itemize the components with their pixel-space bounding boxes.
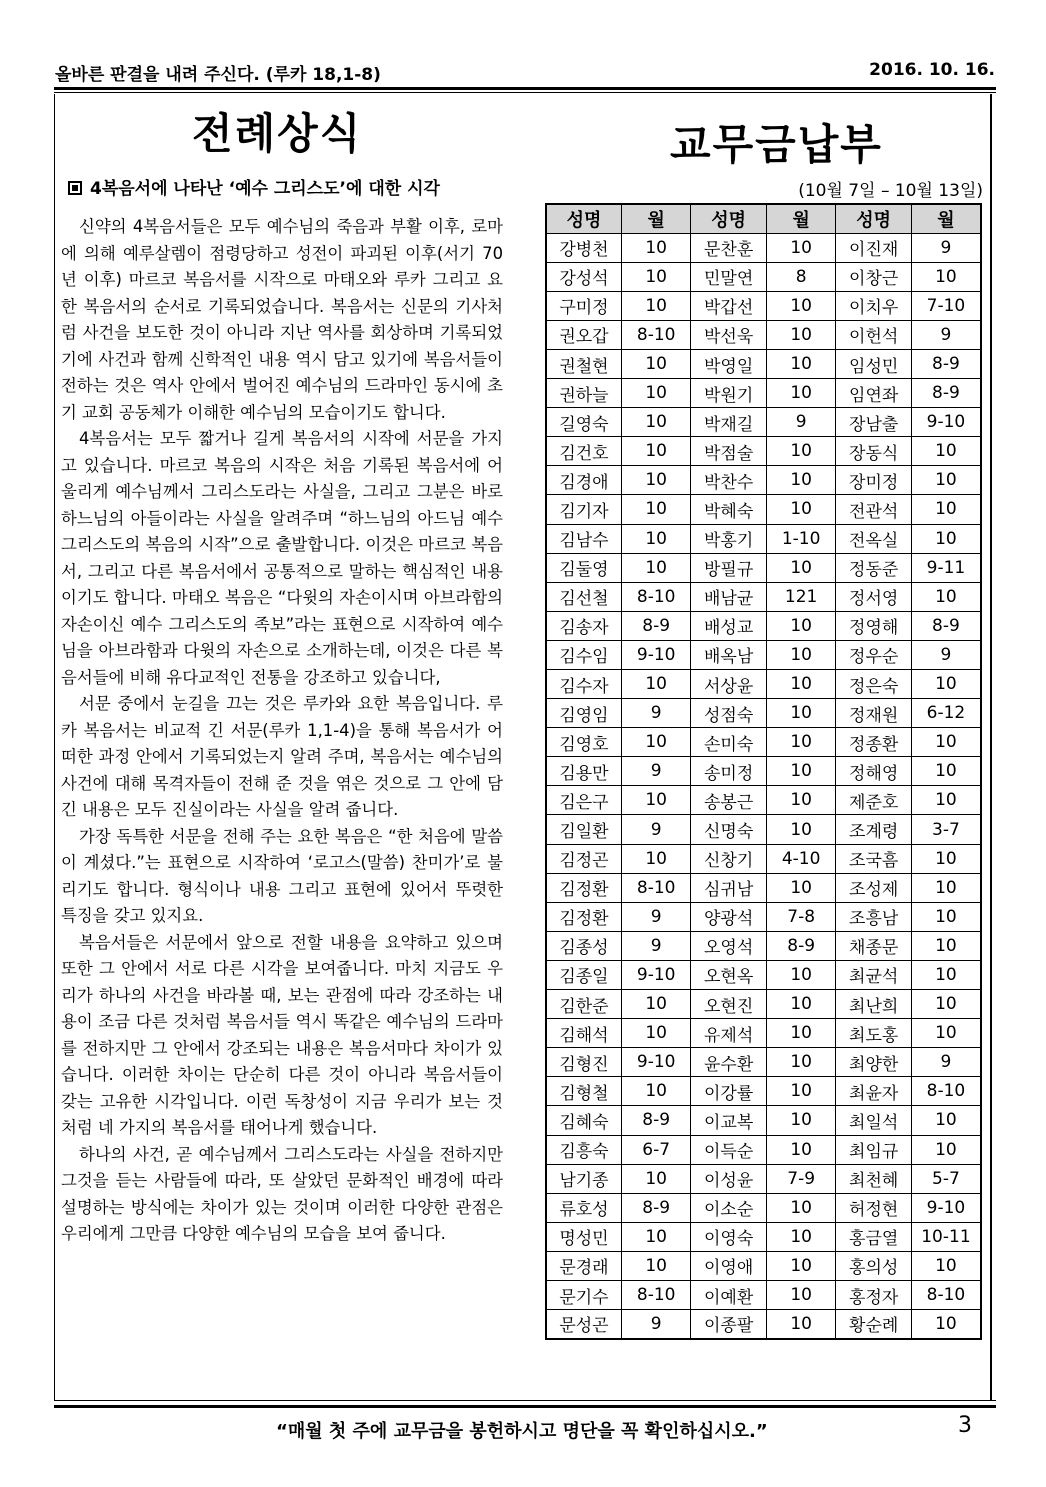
article-paragraph: 가장 독특한 서문을 전해 주는 요한 복음은 “한 처음에 말씀이 계셨다.”는 표현으로 시작하여 ‘로고스(말씀) 찬미가’로 불리기도 합니다. 형식이나 내용 그리고 표현에 있어서 뚜렷한 특징을 갖고 있지요. (61, 826, 503, 925)
member-name: 김정환 (546, 873, 621, 902)
table-row (546, 320, 981, 349)
paid-months: 4-10 (766, 844, 836, 873)
paid-months: 8-10 (621, 1280, 691, 1309)
member-name: 정서영 (836, 582, 911, 611)
page-number: 3 (958, 1413, 972, 1438)
paid-months: 10 (621, 349, 691, 378)
table-row (546, 611, 981, 640)
paid-months: 6-12 (911, 699, 981, 728)
table-row (546, 233, 981, 262)
paid-months: 10 (911, 990, 981, 1019)
member-name: 이교복 (691, 1106, 766, 1135)
member-name: 정재원 (836, 699, 911, 728)
paid-months: 10 (766, 495, 836, 524)
paid-months: 9 (621, 699, 691, 728)
paid-months: 9 (766, 408, 836, 437)
member-name: 이예환 (691, 1280, 766, 1309)
member-name: 남기종 (546, 1164, 621, 1193)
table-row (546, 1019, 981, 1048)
paid-months: 7-9 (766, 1164, 836, 1193)
member-name: 이종팔 (691, 1310, 766, 1339)
paid-months: 10 (621, 495, 691, 524)
member-name: 송미정 (691, 757, 766, 786)
paid-months: 10 (621, 553, 691, 582)
paid-months: 10 (911, 728, 981, 757)
member-name: 신창기 (691, 844, 766, 873)
paid-months: 10 (621, 1019, 691, 1048)
paid-months: 8-9 (766, 931, 836, 960)
member-name: 김일환 (546, 815, 621, 844)
member-name: 최난희 (836, 990, 911, 1019)
paid-months: 10 (911, 1106, 981, 1135)
paid-months: 10 (766, 786, 836, 815)
member-name: 박재길 (691, 408, 766, 437)
member-name: 허정현 (836, 1193, 911, 1222)
member-name: 이성윤 (691, 1164, 766, 1193)
paid-months: 10 (911, 495, 981, 524)
member-name: 서상윤 (691, 670, 766, 699)
paid-months: 9-10 (621, 1048, 691, 1077)
member-name: 심귀남 (691, 873, 766, 902)
member-name: 채종문 (836, 931, 911, 960)
member-name: 이득순 (691, 1135, 766, 1164)
paid-months: 10 (766, 640, 836, 669)
member-name: 김수임 (546, 640, 621, 669)
table-row (546, 1077, 981, 1106)
member-name: 김해석 (546, 1019, 621, 1048)
table-row (546, 408, 981, 437)
member-name: 신명숙 (691, 815, 766, 844)
paid-months: 9-11 (911, 553, 981, 582)
member-name: 정해영 (836, 757, 911, 786)
header-rule (54, 87, 996, 90)
member-name: 김영호 (546, 728, 621, 757)
member-name: 김형철 (546, 1077, 621, 1106)
article-paragraph: 복음서들은 서문에서 앞으로 전할 내용을 요약하고 있으며 또한 그 안에서 서로 다른 시각을 보여줍니다. 마치 지금도 우리가 하나의 사건을 바라볼 때, 보는 관점에 따라 강조하는 내용이 조금 다른 것처럼 복음서들 역시 똑같은 예수님의 드라마를 전하지만 그 안에서 강조되는 내용은 복음서마다 차이가 있습니다. 이러한 차이는 단순히 다른 것이 아니라 복음서들이 갖는 고유한 시각입니다. 이런 독창성이 지금 우리가 보는 것처럼 네 가지의 복음서를 태어나게 했습니다. (61, 932, 503, 1137)
paid-months: 10 (911, 1135, 981, 1164)
member-name: 구미정 (546, 291, 621, 320)
member-name: 강성석 (546, 262, 621, 291)
square-bullet-icon (68, 181, 82, 195)
table-row (546, 262, 981, 291)
paid-months: 10 (766, 873, 836, 902)
paid-months: 9-10 (621, 960, 691, 989)
paid-months: 10 (766, 1019, 836, 1048)
gospel-reading: 올바른 판결을 내려 주신다. (루카 18,1-8) (55, 65, 381, 85)
member-name: 장남출 (836, 408, 911, 437)
paid-months: 10 (766, 728, 836, 757)
table-row (546, 902, 981, 931)
table-row (546, 873, 981, 902)
paid-months: 10 (766, 379, 836, 408)
member-name: 문성곤 (546, 1310, 621, 1339)
col-header-month: 월 (911, 204, 981, 233)
member-name: 최임규 (836, 1135, 911, 1164)
paid-months: 10 (766, 1310, 836, 1339)
tithe-title: 교무금납부 (670, 120, 883, 169)
member-name: 전옥실 (836, 524, 911, 553)
article-paragraph: 하나의 사건, 곧 예수님께서 그리스도라는 사실을 전하지만 그것을 듣는 사람들에 따라, 또 살았던 문화적인 배경에 따라 설명하는 방식에는 차이가 있는 것이며 이러한 다양한 관점은 우리에게 그만큼 다양한 예수님의 모습을 보여 줍니다. (61, 1144, 503, 1243)
paid-months: 8-9 (911, 379, 981, 408)
roster-body (546, 233, 981, 1339)
table-row (546, 1310, 981, 1339)
member-name: 김정환 (546, 902, 621, 931)
paid-months: 10 (911, 786, 981, 815)
member-name: 윤수환 (691, 1048, 766, 1077)
table-row (546, 1280, 981, 1309)
article-paragraph: 신약의 4복음서들은 모두 예수님의 죽음과 부활 이후, 로마에 의해 예루살렘이 점령당하고 성전이 파괴된 이후(서기 70년 이후) 마르코 복음서를 시작으로 마태오와 루카 그리고 요한 복음서의 순서로 기록되었습니다. 복음서는 신문의 기사처럼 사건을 보도한 것이 아니라 지난 역사를 회상하며 기록되었기에 사건과 함께 신학적인 내용 역시 담고 있기에 복음서들이 전하는 것은 역사 안에서 벌어진 예수님의 드라마인 동시에 초기 교회 공동체가 이해한 예수님의 모습이기도 합니다. (61, 217, 503, 422)
paid-months: 10 (911, 466, 981, 495)
member-name: 김종성 (546, 931, 621, 960)
member-name: 류호성 (546, 1193, 621, 1222)
member-name: 최양한 (836, 1048, 911, 1077)
paid-months: 9 (621, 1310, 691, 1339)
paid-months: 10 (621, 437, 691, 466)
member-name: 이영숙 (691, 1222, 766, 1251)
tithe-roster-table (545, 203, 982, 1340)
paid-months: 10 (766, 699, 836, 728)
member-name: 김선철 (546, 582, 621, 611)
article-heading-text: 4복음서에 나타난 ‘예수 그리스도’에 대한 시각 (90, 179, 440, 199)
member-name: 김혜숙 (546, 1106, 621, 1135)
member-name: 홍정자 (836, 1280, 911, 1309)
table-row (546, 524, 981, 553)
paid-months: 3-7 (911, 815, 981, 844)
member-name: 김종일 (546, 960, 621, 989)
paid-months: 10 (766, 291, 836, 320)
member-name: 배남균 (691, 582, 766, 611)
paid-months: 10 (911, 1019, 981, 1048)
paid-months: 10 (766, 757, 836, 786)
table-row (546, 960, 981, 989)
table-row (546, 1048, 981, 1077)
paid-months: 9-10 (621, 640, 691, 669)
paid-months: 10 (621, 990, 691, 1019)
member-name: 송봉근 (691, 786, 766, 815)
member-name: 조흥남 (836, 902, 911, 931)
member-name: 조성제 (836, 873, 911, 902)
member-name: 강병천 (546, 233, 621, 262)
paid-months: 10 (766, 1280, 836, 1309)
table-row (546, 582, 981, 611)
member-name: 이창근 (836, 262, 911, 291)
table-row (546, 786, 981, 815)
member-name: 유제석 (691, 1019, 766, 1048)
paid-months: 8-9 (621, 611, 691, 640)
paid-months: 10 (911, 844, 981, 873)
paid-months: 1-10 (766, 524, 836, 553)
paid-months: 8-10 (911, 1077, 981, 1106)
paid-months: 9 (621, 931, 691, 960)
member-name: 정우순 (836, 640, 911, 669)
table-row (546, 844, 981, 873)
member-name: 이헌석 (836, 320, 911, 349)
paid-months: 9 (911, 640, 981, 669)
table-row (546, 553, 981, 582)
table-row (546, 757, 981, 786)
member-name: 김형진 (546, 1048, 621, 1077)
paid-months: 8-10 (621, 582, 691, 611)
paid-months: 10-11 (911, 1222, 981, 1251)
member-name: 박영일 (691, 349, 766, 378)
member-name: 손미숙 (691, 728, 766, 757)
member-name: 박선욱 (691, 320, 766, 349)
paid-months: 10 (911, 902, 981, 931)
member-name: 김흥숙 (546, 1135, 621, 1164)
member-name: 오영석 (691, 931, 766, 960)
paid-months: 10 (621, 262, 691, 291)
col-header-name: 성명 (836, 204, 911, 233)
paid-months: 10 (766, 670, 836, 699)
footer-notice: “매월 첫 주에 교무금을 봉헌하시고 명단을 꼭 확인하십시오.” (276, 1421, 768, 1442)
paid-months: 10 (766, 1106, 836, 1135)
paid-months: 8-10 (911, 1280, 981, 1309)
member-name: 김정곤 (546, 844, 621, 873)
table-row (546, 815, 981, 844)
table-row (546, 349, 981, 378)
paid-months: 10 (621, 1164, 691, 1193)
member-name: 최균석 (836, 960, 911, 989)
paid-months: 10 (911, 960, 981, 989)
paid-months: 8-9 (911, 349, 981, 378)
member-name: 김한준 (546, 990, 621, 1019)
member-name: 김둘영 (546, 553, 621, 582)
member-name: 정영해 (836, 611, 911, 640)
table-row (546, 1222, 981, 1251)
paid-months: 10 (621, 728, 691, 757)
page-header (55, 60, 995, 86)
member-name: 명성민 (546, 1222, 621, 1251)
member-name: 조계령 (836, 815, 911, 844)
member-name: 전관석 (836, 495, 911, 524)
member-name: 이영애 (691, 1251, 766, 1280)
paid-months: 10 (621, 844, 691, 873)
table-row (546, 466, 981, 495)
member-name: 김용만 (546, 757, 621, 786)
paid-months: 10 (621, 670, 691, 699)
member-name: 김은구 (546, 786, 621, 815)
paid-months: 10 (621, 786, 691, 815)
paid-months: 10 (766, 349, 836, 378)
paid-months: 10 (766, 320, 836, 349)
paid-months: 10 (766, 1193, 836, 1222)
paid-months: 10 (766, 233, 836, 262)
paid-months: 6-7 (621, 1135, 691, 1164)
member-name: 최도홍 (836, 1019, 911, 1048)
member-name: 이강률 (691, 1077, 766, 1106)
member-name: 문찬훈 (691, 233, 766, 262)
member-name: 배옥남 (691, 640, 766, 669)
footer-rule (54, 1405, 996, 1408)
paid-months: 10 (621, 291, 691, 320)
member-name: 최윤자 (836, 1077, 911, 1106)
paid-months: 10 (766, 990, 836, 1019)
member-name: 권하늘 (546, 379, 621, 408)
member-name: 오현진 (691, 990, 766, 1019)
paid-months: 10 (766, 466, 836, 495)
member-name: 황순례 (836, 1310, 911, 1339)
member-name: 장미정 (836, 466, 911, 495)
col-header-name: 성명 (546, 204, 621, 233)
paid-months: 9 (911, 233, 981, 262)
member-name: 김영임 (546, 699, 621, 728)
table-row (546, 670, 981, 699)
table-row (546, 931, 981, 960)
paid-months: 10 (621, 233, 691, 262)
paid-months: 9 (621, 902, 691, 931)
paid-months: 9 (621, 815, 691, 844)
member-name: 길영숙 (546, 408, 621, 437)
table-row (546, 728, 981, 757)
table-row (546, 1135, 981, 1164)
member-name: 임연좌 (836, 379, 911, 408)
member-name: 박점술 (691, 437, 766, 466)
member-name: 권오갑 (546, 320, 621, 349)
member-name: 이진재 (836, 233, 911, 262)
paid-months: 10 (911, 1251, 981, 1280)
member-name: 박혜숙 (691, 495, 766, 524)
paid-months: 10 (766, 437, 836, 466)
member-name: 홍금열 (836, 1222, 911, 1251)
member-name: 배성교 (691, 611, 766, 640)
col-header-month: 월 (766, 204, 836, 233)
footer-rule-thin (54, 1400, 996, 1401)
paid-months: 9-10 (911, 1193, 981, 1222)
col-header-month: 월 (621, 204, 691, 233)
paid-months: 10 (621, 1077, 691, 1106)
paid-months: 10 (621, 408, 691, 437)
paid-months: 10 (766, 1222, 836, 1251)
member-name: 정종환 (836, 728, 911, 757)
table-row (546, 437, 981, 466)
table-row (546, 1164, 981, 1193)
col-header-name: 성명 (691, 204, 766, 233)
table-row (546, 291, 981, 320)
paid-months: 10 (911, 757, 981, 786)
paid-months: 9 (911, 320, 981, 349)
table-row (546, 379, 981, 408)
paid-months: 10 (911, 524, 981, 553)
paid-months: 10 (911, 1310, 981, 1339)
paid-months: 10 (911, 437, 981, 466)
member-name: 방필규 (691, 553, 766, 582)
paid-months: 10 (621, 466, 691, 495)
member-name: 김경애 (546, 466, 621, 495)
payment-period: (10월 7일 – 10월 13일) (798, 181, 983, 201)
paid-months: 10 (621, 1222, 691, 1251)
paid-months: 10 (621, 379, 691, 408)
member-name: 임성민 (836, 349, 911, 378)
paid-months: 9-10 (911, 408, 981, 437)
member-name: 장동식 (836, 437, 911, 466)
paid-months: 8-9 (911, 611, 981, 640)
paid-months: 8-9 (621, 1193, 691, 1222)
member-name: 제준호 (836, 786, 911, 815)
member-name: 김건호 (546, 437, 621, 466)
member-name: 이소순 (691, 1193, 766, 1222)
paid-months: 10 (911, 582, 981, 611)
paid-months: 10 (766, 960, 836, 989)
issue-date: 2016. 10. 16. (869, 60, 995, 80)
member-name: 성점숙 (691, 699, 766, 728)
member-name: 박원기 (691, 379, 766, 408)
member-name: 박홍기 (691, 524, 766, 553)
member-name: 김기자 (546, 495, 621, 524)
member-name: 조국흠 (836, 844, 911, 873)
member-name: 양광석 (691, 902, 766, 931)
member-name: 오현옥 (691, 960, 766, 989)
table-row (546, 640, 981, 669)
liturgy-title: 전례상식 (192, 109, 363, 158)
table-row (546, 495, 981, 524)
member-name: 최천혜 (836, 1164, 911, 1193)
paid-months: 8-9 (621, 1106, 691, 1135)
paid-months: 121 (766, 582, 836, 611)
article-paragraph: 서문 중에서 눈길을 끄는 것은 루카와 요한 복음입니다. 루카 복음서는 비교적 긴 서문(루카 1,1-4)을 통해 복음서가 어떠한 과정 안에서 기록되었는지 알려 주며, 복음서는 예수님의 사건에 대해 목격자들이 전해 준 것을 엮은 것으로 그 안에 담긴 내용은 모두 진실이라는 사실을 알려 줍니다. (61, 694, 503, 819)
header-rule-thin (54, 92, 996, 93)
member-name: 권철현 (546, 349, 621, 378)
member-name: 김수자 (546, 670, 621, 699)
paid-months: 10 (911, 873, 981, 902)
paid-months: 10 (766, 1135, 836, 1164)
paid-months: 8-10 (621, 873, 691, 902)
paid-months: 9 (911, 1048, 981, 1077)
table-row (546, 699, 981, 728)
paid-months: 7-10 (911, 291, 981, 320)
member-name: 문경래 (546, 1251, 621, 1280)
paid-months: 8-10 (621, 320, 691, 349)
paid-months: 10 (911, 262, 981, 291)
member-name: 이치우 (836, 291, 911, 320)
paid-months: 10 (621, 1251, 691, 1280)
paid-months: 10 (766, 1048, 836, 1077)
paid-months: 10 (621, 524, 691, 553)
paid-months: 10 (766, 1251, 836, 1280)
member-name: 김송자 (546, 611, 621, 640)
paid-months: 10 (911, 931, 981, 960)
table-row (546, 1193, 981, 1222)
paid-months: 10 (911, 670, 981, 699)
member-name: 홍의성 (836, 1251, 911, 1280)
paid-months: 8 (766, 262, 836, 291)
article-body (61, 214, 503, 1248)
member-name: 박찬수 (691, 466, 766, 495)
paid-months: 7-8 (766, 902, 836, 931)
member-name: 정은숙 (836, 670, 911, 699)
paid-months: 5-7 (911, 1164, 981, 1193)
member-name: 민말연 (691, 262, 766, 291)
paid-months: 10 (766, 553, 836, 582)
member-name: 김남수 (546, 524, 621, 553)
article-heading (68, 174, 440, 199)
paid-months: 10 (766, 815, 836, 844)
article-paragraph: 4복음서는 모두 짧거나 길게 복음서의 시작에 서문을 가지고 있습니다. 마르코 복음의 시작은 처음 기록된 복음서에 어울리게 예수님께서 그리스도라는 사실을, 그리고 그분은 바로 하느님의 아들이라는 사실을 알려주며 “하느님의 아드님 예수 그리스도의 복음의 시작”으로 출발합니다. 이것은 마르코 복음서, 그리고 다른 복음서에서 공통적으로 말하는 핵심적인 내용이기도 합니다. 마태오 복음은 “다윗의 자손이시며 아브라함의 자손이신 예수 그리스도의 족보”라는 표현으로 시작하여 예수님을 아브라함과 다윗의 자손으로 소개하는데, 이것은 다른 복음서들에 비해 유다교적인 전통을 강조하고 있습니다, (61, 429, 503, 687)
table-row (546, 1106, 981, 1135)
table-row (546, 1251, 981, 1280)
paid-months: 10 (766, 1077, 836, 1106)
member-name: 정동준 (836, 553, 911, 582)
member-name: 문기수 (546, 1280, 621, 1309)
member-name: 최일석 (836, 1106, 911, 1135)
table-row (546, 990, 981, 1019)
member-name: 박갑선 (691, 291, 766, 320)
paid-months: 9 (621, 757, 691, 786)
table-header-row (546, 204, 981, 233)
paid-months: 10 (766, 611, 836, 640)
